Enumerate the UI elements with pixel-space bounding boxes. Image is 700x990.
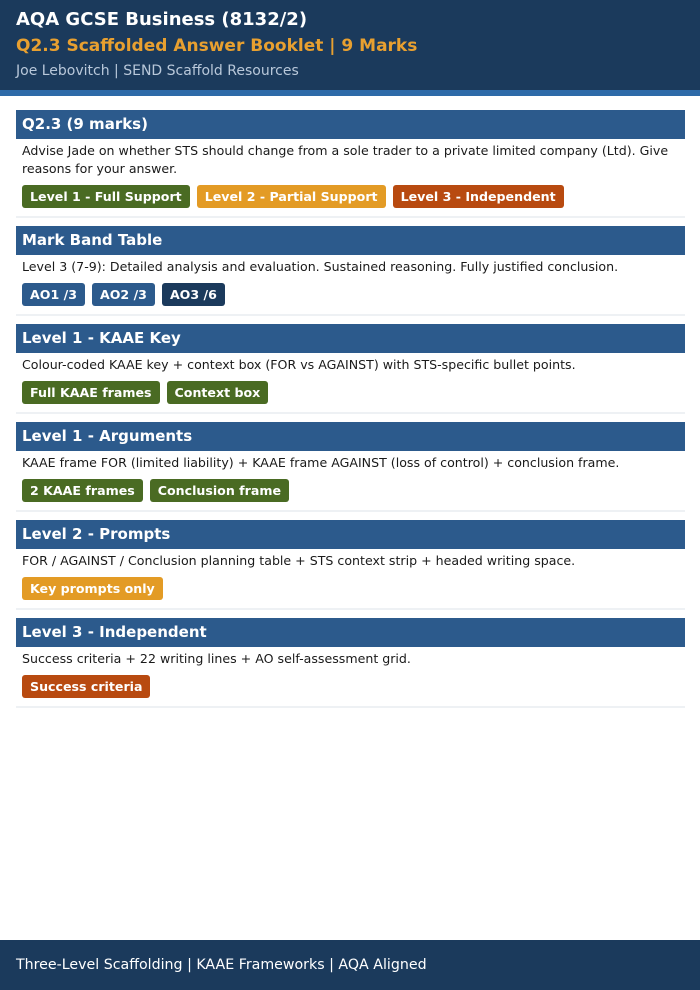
tag-row [16,276,685,314]
tag-2-kaae-frames: 2 KAAE frames [22,479,143,502]
section-heading: Mark Band Table [16,226,685,255]
tag-level-1-full-support: Level 1 - Full Support [22,185,190,208]
page-header [0,0,700,90]
section-level-2-prompts [16,520,685,610]
section-description: FOR / AGAINST / Conclusion planning table + STS context strip + headed writing space. [22,553,576,568]
document-subtitle: Q2.3 Scaffolded Answer Booklet | 9 Marks [16,36,418,56]
tag-ao2-3: AO2 /3 [92,283,155,306]
tag-context-box: Context box [167,381,269,404]
tag-success-criteria: Success criteria [22,675,150,698]
section-level-1-kaae-key [16,324,685,414]
tag-row [16,178,685,216]
tag-row [16,374,685,412]
section-description: Advise Jade on whether STS should change from a sole trader to a private limited company (Ltd). Give reasons for your answer. [22,143,669,176]
tag-level-2-partial-support: Level 2 - Partial Support [197,185,386,208]
page-footer [0,940,700,990]
tag-row [16,570,685,608]
section-q2-3-9-marks [16,110,685,218]
section-mark-band-table [16,226,685,316]
author-line: Joe Lebovitch | SEND Scaffold Resources [16,63,299,79]
section-heading: Level 2 - Prompts [16,520,685,549]
section-level-3-independent [16,618,685,708]
footer-text: Three-Level Scaffolding | KAAE Frameworks | AQA Aligned [16,957,427,973]
section-heading: Level 1 - KAAE Key [16,324,685,353]
section-description: Colour-coded KAAE key + context box (FOR vs AGAINST) with STS-specific bullet points. [22,357,576,372]
tag-ao1-3: AO1 /3 [22,283,85,306]
header-divider [0,90,700,96]
section-heading: Q2.3 (9 marks) [16,110,685,139]
section-description: Success criteria + 22 writing lines + AO self-assessment grid. [22,651,411,666]
tag-key-prompts-only: Key prompts only [22,577,163,600]
tag-full-kaae-frames: Full KAAE frames [22,381,160,404]
content-area [16,110,685,716]
tag-row [16,472,685,510]
tag-row [16,668,685,706]
tag-conclusion-frame: Conclusion frame [150,479,289,502]
document-title: AQA GCSE Business (8132/2) [16,9,308,30]
tag-level-3-independent: Level 3 - Independent [393,185,564,208]
tag-ao3-6: AO3 /6 [162,283,225,306]
section-description: Level 3 (7-9): Detailed analysis and evaluation. Sustained reasoning. Fully justified conclusion. [22,259,619,274]
section-heading: Level 1 - Arguments [16,422,685,451]
section-heading: Level 3 - Independent [16,618,685,647]
section-level-1-arguments [16,422,685,512]
section-description: KAAE frame FOR (limited liability) + KAAE frame AGAINST (loss of control) + conclusion frame. [22,455,620,470]
